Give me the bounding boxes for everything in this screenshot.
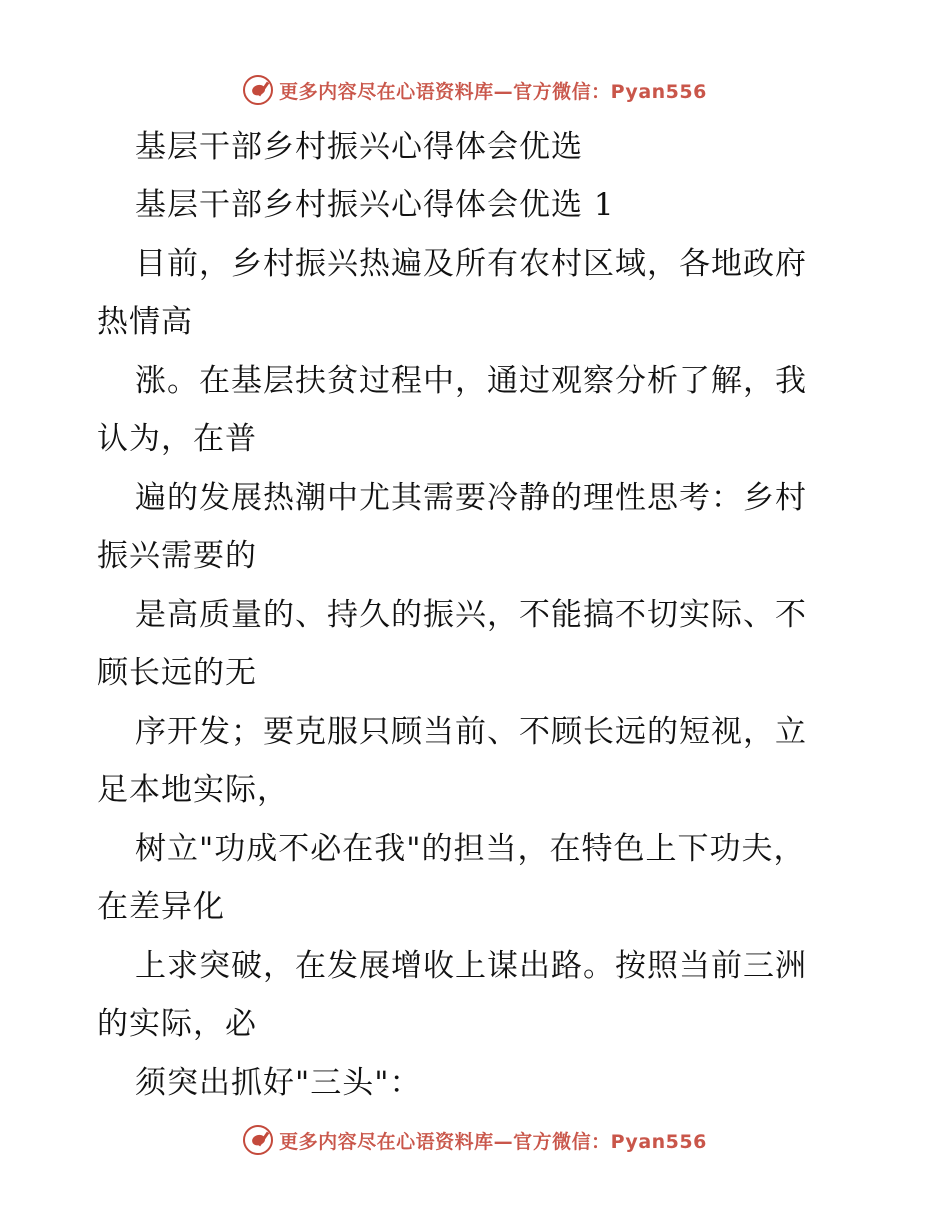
paragraph-line: 遍的发展热潮中尤其需要冷静的理性思考：乡村 <box>135 480 807 516</box>
paragraph-line: 热情高 <box>97 304 193 340</box>
paragraph-line: 认为，在普 <box>97 421 257 457</box>
paragraph-line: 序开发；要克服只顾当前、不顾长远的短视，立 <box>135 714 807 750</box>
paragraph-line: 树立"功成不必在我"的担当，在特色上下功夫， <box>135 831 806 867</box>
paragraph-line: 足本地实际， <box>97 772 289 808</box>
paragraph-line: 顾长远的无 <box>97 655 257 691</box>
watermark-text: 更多内容尽在心语资料库—官方微信：Pyan556 <box>279 1130 707 1153</box>
paragraph-line: 振兴需要的 <box>97 538 257 574</box>
paragraph-line: 须突出抓好"三头"： <box>135 1065 422 1101</box>
logo-icon <box>243 1125 273 1155</box>
document-subtitle: 基层干部乡村振兴心得体会优选 1 <box>135 187 615 223</box>
paragraph-line: 在差异化 <box>97 889 225 925</box>
header-watermark <box>0 70 950 110</box>
logo-icon <box>243 75 273 105</box>
paragraph-line: 涨。在基层扶贫过程中，通过观察分析了解，我 <box>135 363 807 399</box>
paragraph-line: 上求突破，在发展增收上谋出路。按照当前三洲 <box>135 948 807 984</box>
watermark-text: 更多内容尽在心语资料库—官方微信：Pyan556 <box>279 80 707 103</box>
paragraph-line: 目前，乡村振兴热遍及所有农村区域，各地政府 <box>135 246 807 282</box>
paragraph-line: 的实际，必 <box>97 1006 257 1042</box>
document-title: 基层干部乡村振兴心得体会优选 <box>135 129 583 165</box>
footer-watermark <box>0 1120 950 1160</box>
paragraph-line: 是高质量的、持久的振兴，不能搞不切实际、不 <box>135 597 807 633</box>
